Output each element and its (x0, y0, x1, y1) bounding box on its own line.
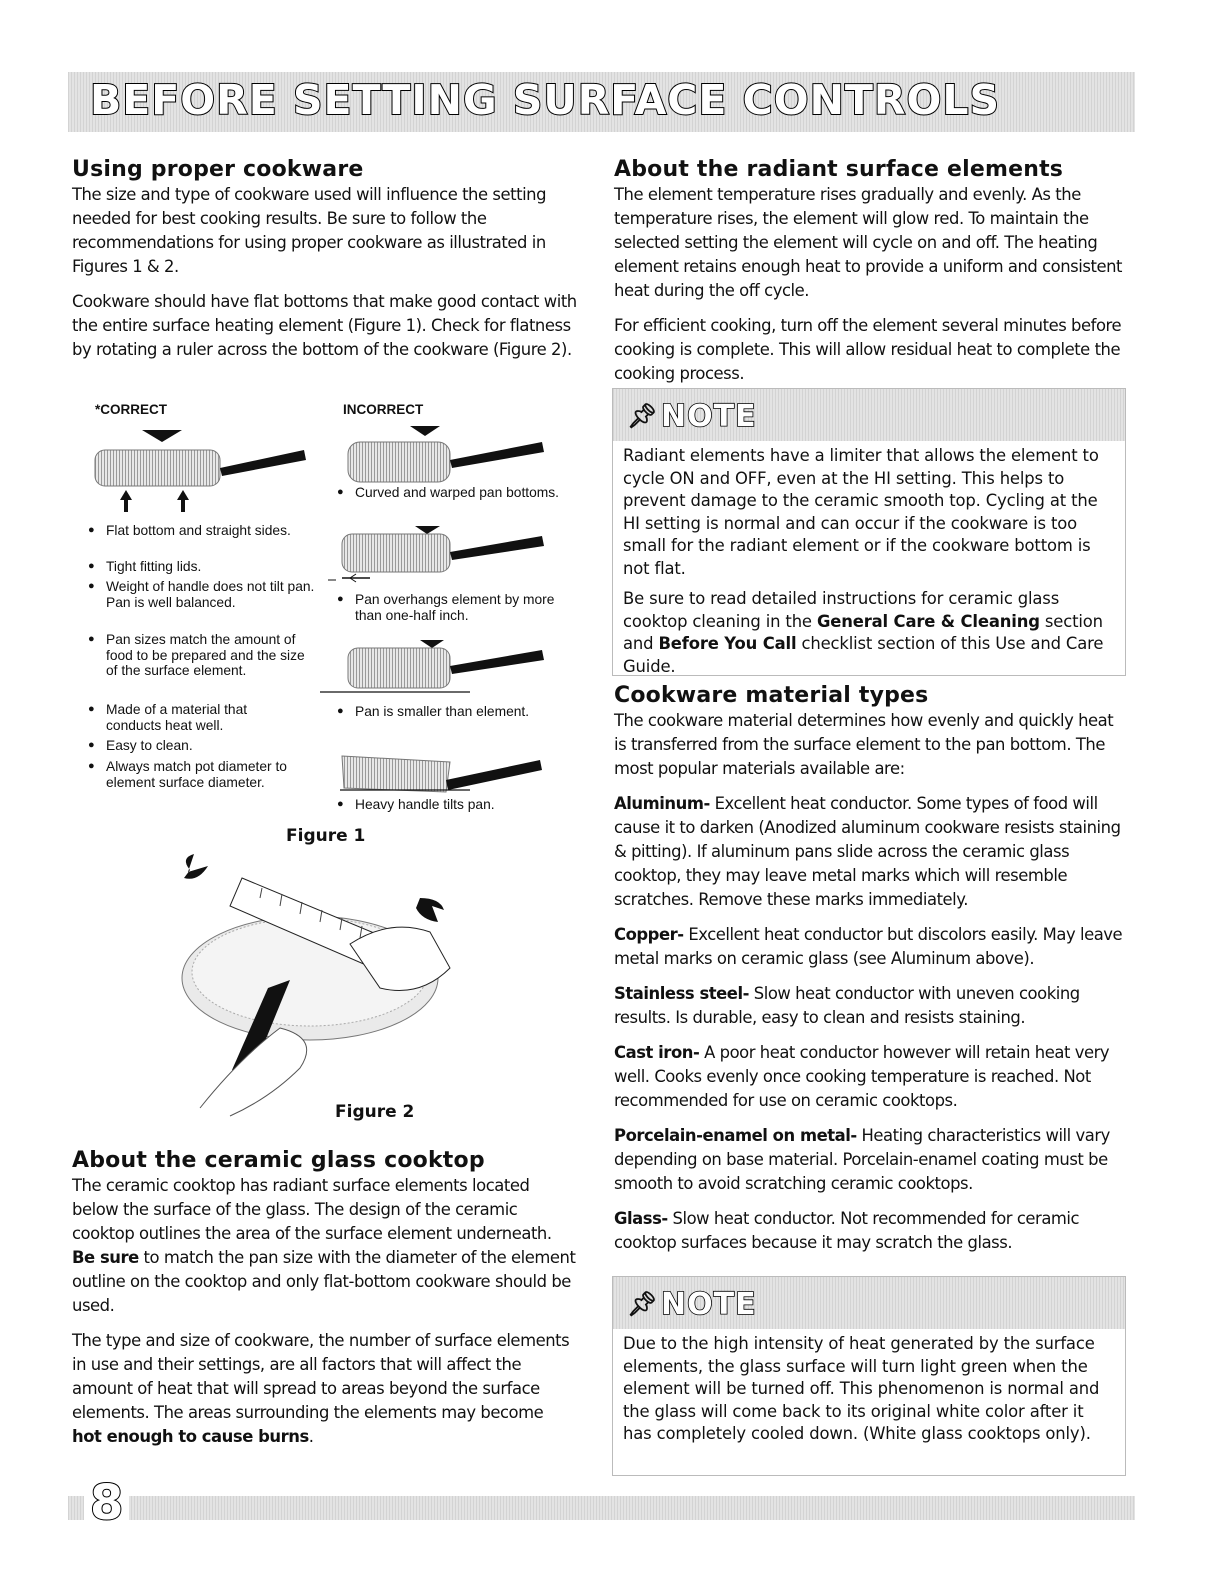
rotate-arrow-icon (416, 898, 444, 922)
correct-item: ● Tight fitting lids. (88, 559, 316, 575)
note-title: NOTE (661, 1287, 757, 1322)
heading-ceramic-glass-cooktop: About the ceramic glass cooktop (72, 1148, 485, 1173)
paragraph: The size and type of cookware used will influence the setting needed for best cooking results. Be sure to follow the recommendations for using proper cookware as illustrated in Figures 1 & 2. (72, 185, 547, 276)
correct-item: ● Made of a material that conducts heat well. (88, 702, 306, 733)
overhanging-pan-icon (328, 526, 544, 582)
ruler-flatness-check-illustration (170, 848, 470, 1118)
material-copper: Copper- Excellent heat conductor but discolors easily. May leave metal marks on ceramic glass (see Aluminum above). (614, 925, 1123, 968)
page-title: BEFORE SETTING SURFACE CONTROLS (90, 76, 1000, 124)
right-column-lower (614, 682, 1124, 1266)
material-stainless-steel: Stainless steel- Slow heat conductor with uneven cooking results. Is durable, easy to clean and resists staining. (614, 984, 1080, 1027)
incorrect-item: ● Pan overhangs element by more than one-half inch. (337, 592, 575, 623)
material-cast-iron: Cast iron- A poor heat conductor however will retain heat very well. Cooks evenly once cooking temperature is reached. Not recommended for use on ceramic cooktops. (614, 1043, 1110, 1110)
pushpin-icon: 📌︎ (627, 1290, 658, 1318)
left-column (72, 156, 577, 373)
correct-label: *CORRECT (95, 402, 168, 417)
left-column-lower (72, 1147, 577, 1460)
note-box (612, 1276, 1126, 1476)
material-porcelain-enamel: Porcelain-enamel on metal- Heating characteristics will vary depending on base material. Porcelain-enamel coating must be smooth to avoid scratching ceramic cooktops. (614, 1126, 1110, 1193)
paragraph: Cookware should have flat bottoms that make good contact with the entire surface heating element (Figure 1). Check for flatness by rotating a ruler across the bottom of the cookware (Figure 2). (72, 292, 577, 359)
material-glass: Glass- Slow heat conductor. Not recommended for ceramic cooktop surfaces because it may scratch the glass. (614, 1209, 1080, 1252)
note-text: Due to the high intensity of heat generated by the surface elements, the glass surface will turn light green when the element will be turned off. This phenomenon is normal and the glass will come back to its original white color after it has completely cooled down. (White glass cooktops only). (623, 1334, 1100, 1443)
paragraph: The element temperature rises gradually and evenly. As the temperature rises, the element will glow red. To maintain the selected setting the element will cycle on and off. The heating element retains enough heat to provide a uniform and consistent heat during the off cycle. (614, 185, 1122, 300)
note-text: Radiant elements have a limiter that allows the element to cycle ON and OFF, even at the HI setting. This helps to prevent damage to the ceramic smooth top. Cycling at the HI setting is normal and can occur if the cookware is too small for the radiant element or if the cookware bottom is not flat. (623, 446, 1099, 578)
correct-pan-icon (95, 430, 306, 512)
correct-item: ● Flat bottom and straight sides. (88, 523, 316, 539)
footer-bar (68, 1496, 1135, 1520)
paragraph: The type and size of cookware, the number of surface elements in use and their settings, are all factors that will affect the amount of heat that will spread to areas beyond the surface elements. The areas surrounding the elements may become hot enough to cause burns. (72, 1331, 570, 1446)
heading-using-proper-cookware: Using proper cookware (72, 157, 364, 182)
correct-item: ● Weight of handle does not tilt pan. Pan is well balanced. (88, 579, 316, 610)
incorrect-item: ● Heavy handle tilts pan. (337, 797, 565, 813)
right-column (614, 156, 1124, 397)
heading-radiant-elements: About the radiant surface elements (614, 157, 1064, 182)
paragraph: The cookware material determines how evenly and quickly heat is transferred from the surface element to the pan bottom. The most popular materials available are: (614, 711, 1114, 778)
figure-1-caption: Figure 1 (286, 826, 366, 846)
correct-item: ● Pan sizes match the amount of food to be prepared and the size of the surface element. (88, 632, 306, 679)
tilted-pan-icon (340, 756, 542, 792)
heading-cookware-material-types: Cookware material types (614, 683, 929, 708)
material-aluminum: Aluminum- Excellent heat conductor. Some types of food will cause it to darken (Anodized aluminum cookware resists staining & pitting). If aluminum pans slide across the ceramic glass cooktop, they may leave metal marks which will resemble scratches. Remove these marks immediately. (614, 794, 1121, 909)
page-banner (68, 72, 1135, 132)
warped-pan-icon (348, 426, 544, 482)
small-pan-icon (320, 640, 544, 692)
incorrect-item: ● Pan is smaller than element. (337, 704, 555, 720)
rotate-arrow-icon (184, 854, 208, 879)
paragraph: The ceramic cooktop has radiant surface elements located below the surface of the glass. The design of the ceramic cooktop outlines the area of the surface element underneath. Be sure to match the pan size with the diameter of the element outline on the cooktop and only flat-bottom cookware should be used. (72, 1176, 576, 1315)
correct-item: ● Easy to clean. (88, 738, 316, 754)
note-text: Be sure to read detailed instructions for ceramic glass cooktop cleaning in the General Care & Cleaning section and Before You Call checklist section of this Use and Care Guide. (623, 589, 1104, 676)
note-header (613, 1277, 1125, 1329)
note-title: NOTE (661, 399, 757, 434)
incorrect-item: ● Curved and warped pan bottoms. (337, 485, 565, 501)
pushpin-icon: 📌︎ (627, 402, 658, 430)
figure-2-caption: Figure 2 (335, 1102, 415, 1122)
note-header (613, 389, 1125, 441)
page-number: 8 (84, 1473, 129, 1533)
note-box (612, 388, 1126, 676)
paragraph: For efficient cooking, turn off the element several minutes before cooking is complete. This will allow residual heat to complete the cooking process. (614, 316, 1122, 383)
incorrect-label: INCORRECT (343, 402, 424, 417)
correct-item: ● Always match pot diameter to element surface diameter. (88, 759, 306, 790)
